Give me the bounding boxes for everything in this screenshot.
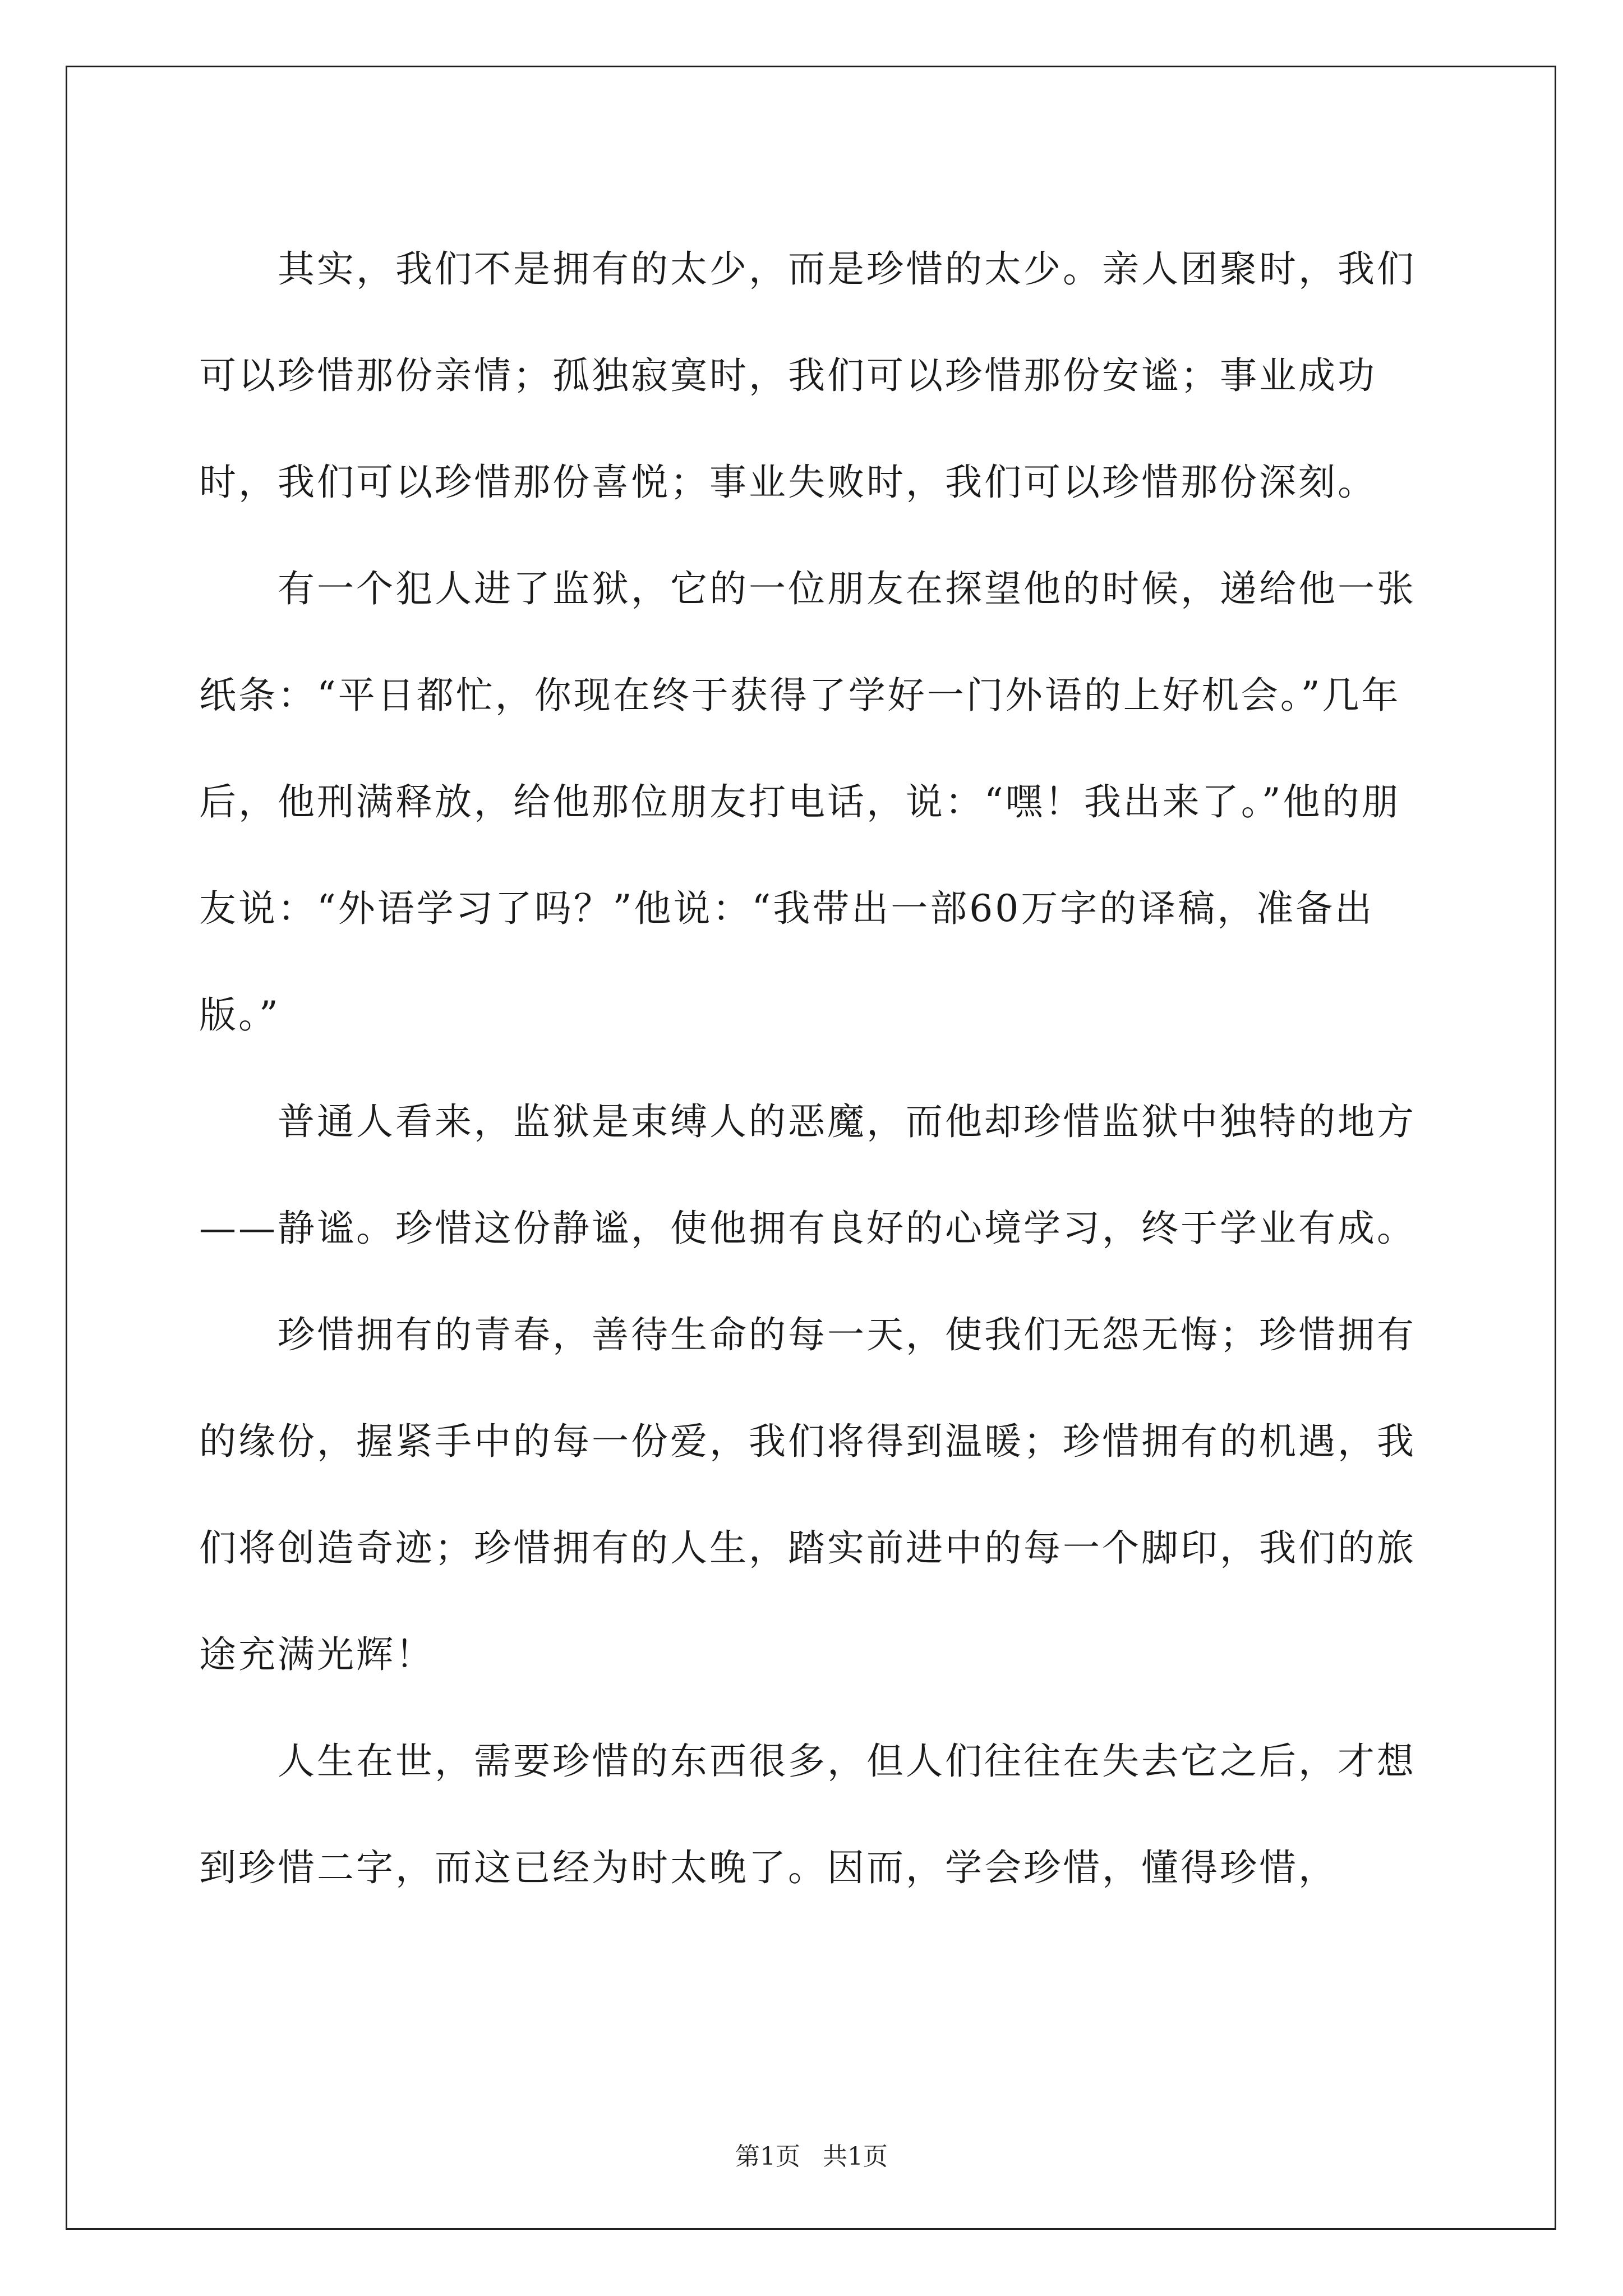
- page-footer: [0, 2140, 1623, 2174]
- paragraph-3: 普通人看来，监狱是束缚人的恶魔，而他却珍惜监狱中独特的地方——静谧。珍惜这份静谧，使他拥有良好的心境学习，终于学业有成。: [199, 1100, 1416, 1250]
- page-total: 共1页: [823, 2142, 888, 2171]
- paragraph-2: 有一个犯人进了监狱，它的一位朋友在探望他的时候，递给他一张纸条：“平日都忙，你现在终于获得了学好一门外语的上好机会。”几年后，他刑满释放，给他那位朋友打电话，说：“嘿！我出来了。”他的朋友说：“外语学习了吗？”他说：“我带出一部60万字的译稿，准备出版。”: [199, 567, 1416, 1037]
- page-number: 第1页: [735, 2142, 800, 2171]
- paragraph-4: 珍惜拥有的青春，善待生命的每一天，使我们无怨无悔；珍惜拥有的缘份，握紧手中的每一份爱，我们将得到温暖；珍惜拥有的机遇，我们将创造奇迹；珍惜拥有的人生，踏实前进中的每一个脚印，我们的旅途充满光辉！: [199, 1313, 1416, 1676]
- paragraph-1: 其实，我们不是拥有的太少，而是珍惜的太少。亲人团聚时，我们可以珍惜那份亲情；孤独寂寞时，我们可以珍惜那份安谧；事业成功时，我们可以珍惜那份喜悦；事业失败时，我们可以珍惜那份深刻。: [199, 247, 1416, 504]
- paragraph-5: 人生在世，需要珍惜的东西很多，但人们往往在失去它之后，才想到珍惜二字，而这已经为时太晚了。因而，学会珍惜，懂得珍惜，: [199, 1740, 1416, 1889]
- document-body: [199, 216, 1433, 1921]
